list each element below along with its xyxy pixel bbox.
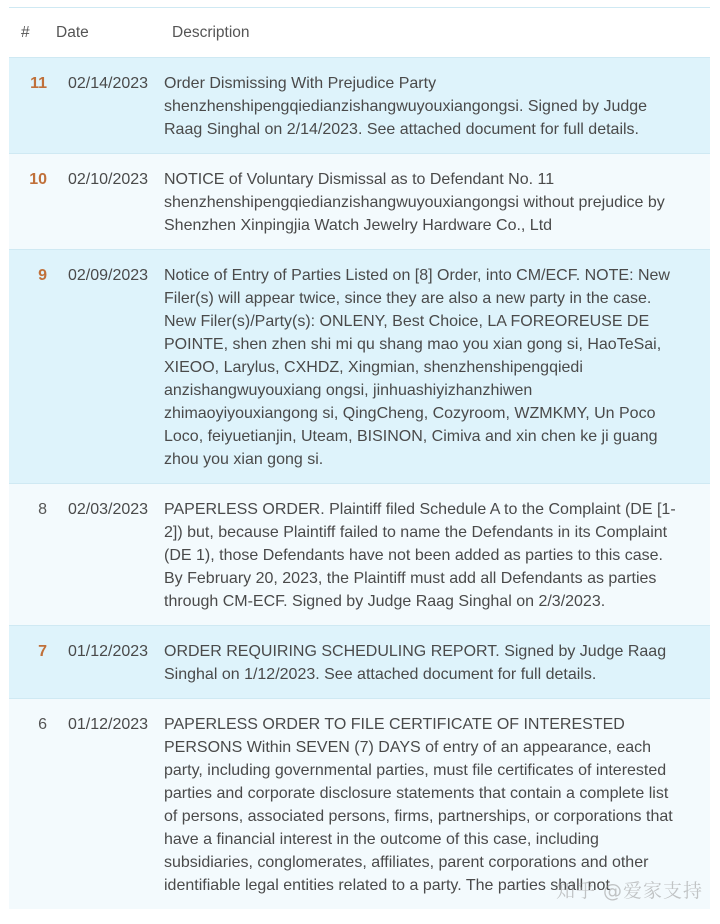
docket-entry-11[interactable] [9, 58, 710, 154]
entry-description: PAPERLESS ORDER TO FILE CERTIFICATE OF INTERESTED PERSONS Within SEVEN (7) DAYS of entry of an appearance, each party, including governmental parties, must file certificates of interested parties and corporate disclosure statements that contain a complete list of persons, associated persons, firms, partnerships, or corporations that have a financial interest in the outcome of this case, including subsidiaries, conglomerates, affiliates, parent corporations and other identifiable legal entities related to a party. The parties shall not [164, 716, 673, 894]
entry-number[interactable]: 10 [29, 171, 47, 188]
entry-date: 01/12/2023 [68, 643, 149, 660]
entry-date: 02/03/2023 [68, 501, 149, 518]
entry-date: 02/10/2023 [68, 171, 149, 188]
table-header [9, 8, 710, 58]
docket-entry-9[interactable] [9, 250, 710, 484]
docket-entry-8[interactable] [9, 484, 710, 626]
entry-description: PAPERLESS ORDER. Plaintiff filed Schedule A to the Complaint (DE [1-2]) but, because Plaintiff failed to name the Defendants in its Complaint (DE 1), those Defendants have not been added as parties to this case. By February 20, 2023, the Plaintiff must add all Defendants as parties through CM-ECF. Signed by Judge Raag Singhal on 2/3/2023. [164, 501, 676, 610]
header-number: # [21, 23, 30, 41]
entry-date: 02/09/2023 [68, 267, 149, 284]
docket-entry-7[interactable] [9, 626, 710, 699]
header-date: Date [56, 23, 89, 41]
entry-number: 8 [38, 501, 47, 518]
entry-number[interactable]: 7 [38, 643, 47, 660]
docket-entry-6[interactable] [9, 699, 710, 909]
entry-number: 6 [38, 716, 47, 733]
entry-description: ORDER REQUIRING SCHEDULING REPORT. Signed by Judge Raag Singhal on 1/12/2023. See attached document for full details. [164, 643, 667, 683]
watermark-text: 知乎 @爱家支持 [556, 880, 704, 902]
entry-date: 02/14/2023 [68, 75, 149, 92]
entry-date: 01/12/2023 [68, 716, 149, 733]
docket-table [9, 7, 710, 909]
entry-description: Notice of Entry of Parties Listed on [8] Order, into CM/ECF. NOTE: New Filer(s) will appear twice, since they are also a new party in the case. New Filer(s)/Party(s): ONLENY, Best Choice, LA FOREOREUSE DE POINTE, shen zhen shi mi qu shang mao you xian gong si, HaoTeSai, XIEOO, Larylus, CXHDZ, Xingmian, shenzhenshipengqiedi anzishangwuyouxiang ongsi, jinhuashiyizhanzhiwen zhimaoyiyouxiangong si, QingCheng, Cozyroom, WZMKMY, Un Poco Loco, feiyuetianjin, Uteam, BISINON, Cimiva and xin chen ke ji guang zhou you xian gong si. [164, 267, 670, 468]
entry-number[interactable]: 9 [38, 267, 47, 284]
entry-description: Order Dismissing With Prejudice Party shenzhenshipengqiedianzishangwuyouxiangongsi. Signed by Judge Raag Singhal on 2/14/2023. See attached document for full details. [164, 75, 648, 138]
entry-number[interactable]: 11 [30, 75, 47, 92]
header-description: Description [172, 23, 250, 41]
entry-description: NOTICE of Voluntary Dismissal as to Defendant No. 11 shenzhenshipengqiedianzishangwuyouxiangongsi without prejudice by Shenzhen Xinpingjia Watch Jewelry Hardware Co., Ltd [164, 171, 665, 234]
docket-entry-10[interactable] [9, 154, 710, 250]
